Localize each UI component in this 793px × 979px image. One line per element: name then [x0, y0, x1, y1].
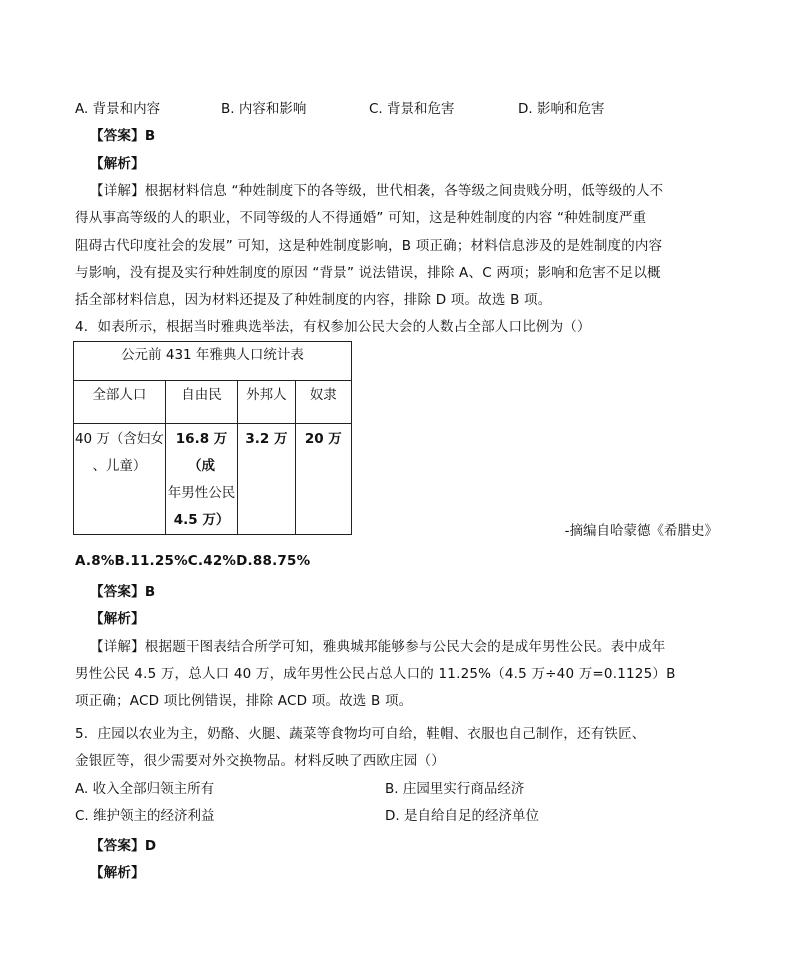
q5-analysis-label: 【解析】	[90, 865, 145, 881]
q5-option-d: D. 是自给自足的经济单位	[385, 808, 539, 824]
q3-detail-line: 【详解】根据材料信息 “种姓制度下的各等级，世代相袭，各等级之间贵贱分明，低等级的人不	[90, 183, 664, 199]
answer-value: B	[144, 584, 156, 600]
q4-detail-line: 项正确；ACD 项比例错误，排除 ACD 项。故选 B 项。	[75, 693, 413, 709]
answer-label: 【答案】	[90, 838, 145, 854]
q4-answer	[90, 580, 155, 600]
q5-option-a: A. 收入全部归领主所有	[75, 781, 215, 797]
q4-detail-line: 男性公民 4.5 万，总人口 40 万，成年男性公民占总人口的 11.25%（4.5 万÷40 万=0.1125）B	[75, 666, 676, 682]
cell-line: 40 万（含妇女	[74, 431, 164, 447]
q3-detail-line: 与影响，没有提及实行种姓制度的原因 “背景” 说法错误，排除 A、C 两项；影响和危害不足以概	[75, 265, 661, 281]
cell-line: 年男性公民	[167, 485, 236, 501]
answer-value: B	[144, 128, 156, 144]
answer-value: D	[144, 838, 157, 854]
answer-label: 【答案】	[90, 128, 145, 144]
q4-options: A.8%B.11.25%C.42%D.88.75%	[75, 553, 311, 569]
table-cell-free	[165, 424, 237, 535]
answer-label: 【答案】	[90, 584, 145, 600]
cell-line: 、儿童）	[92, 458, 147, 474]
table-source: -摘编自哈蒙德《希腊史》	[564, 523, 718, 539]
table-title: 公元前 431 年雅典人口统计表	[74, 342, 352, 381]
q5-option-b: B. 庄园里实行商品经济	[385, 781, 525, 797]
cell-line: 4.5 万）	[173, 512, 230, 528]
population-table	[73, 341, 352, 535]
table-cell-foreigners: 3.2 万	[238, 424, 295, 535]
q3-option-d: D. 影响和危害	[518, 101, 605, 117]
q5-answer	[90, 834, 156, 854]
q3-analysis-label: 【解析】	[90, 156, 145, 172]
q3-answer	[90, 124, 155, 144]
table-header: 外邦人	[238, 381, 295, 424]
q4-analysis-label: 【解析】	[90, 611, 145, 627]
q4-detail-line: 【详解】根据题干图表结合所学可知，雅典城邦能够参与公民大会的是成年男性公民。表中成年	[90, 639, 666, 655]
q5-option-c: C. 维护领主的经济利益	[75, 808, 215, 824]
q3-option-a: A. 背景和内容	[75, 101, 161, 117]
q3-option-b: B. 内容和影响	[221, 101, 307, 117]
table-cell-total	[74, 424, 166, 535]
q3-option-c: C. 背景和危害	[369, 101, 455, 117]
table-cell-slaves: 20 万	[295, 424, 351, 535]
table-header: 奴隶	[295, 381, 351, 424]
table-header: 自由民	[165, 381, 237, 424]
q3-detail-line: 阻碍古代印度社会的发展” 可知，这是种姓制度影响，B 项正确；材料信息涉及的是姓制度的内容	[75, 238, 663, 254]
table-header: 全部人口	[74, 381, 166, 424]
cell-line: 16.8 万（成	[175, 431, 228, 474]
q5-stem-line: 金银匠等，很少需要对外交换物品。材料反映了西欧庄园（）	[75, 753, 445, 769]
q3-detail-line: 得从事高等级的人的职业，不同等级的人不得通婚” 可知，这是种姓制度的内容 “种姓制度严重	[75, 210, 647, 226]
q5-stem-line: 5．庄园以农业为主，奶酪、火腿、蔬菜等食物均可自给，鞋帽、衣服也自己制作，还有铁匠、	[75, 726, 646, 742]
q4-stem: 4．如表所示，根据当时雅典选举法，有权参加公民大会的人数占全部人口比例为（）	[75, 319, 591, 335]
q3-detail-line: 括全部材料信息，因为材料还提及了种姓制度的内容，排除 D 项。故选 B 项。	[75, 292, 552, 308]
